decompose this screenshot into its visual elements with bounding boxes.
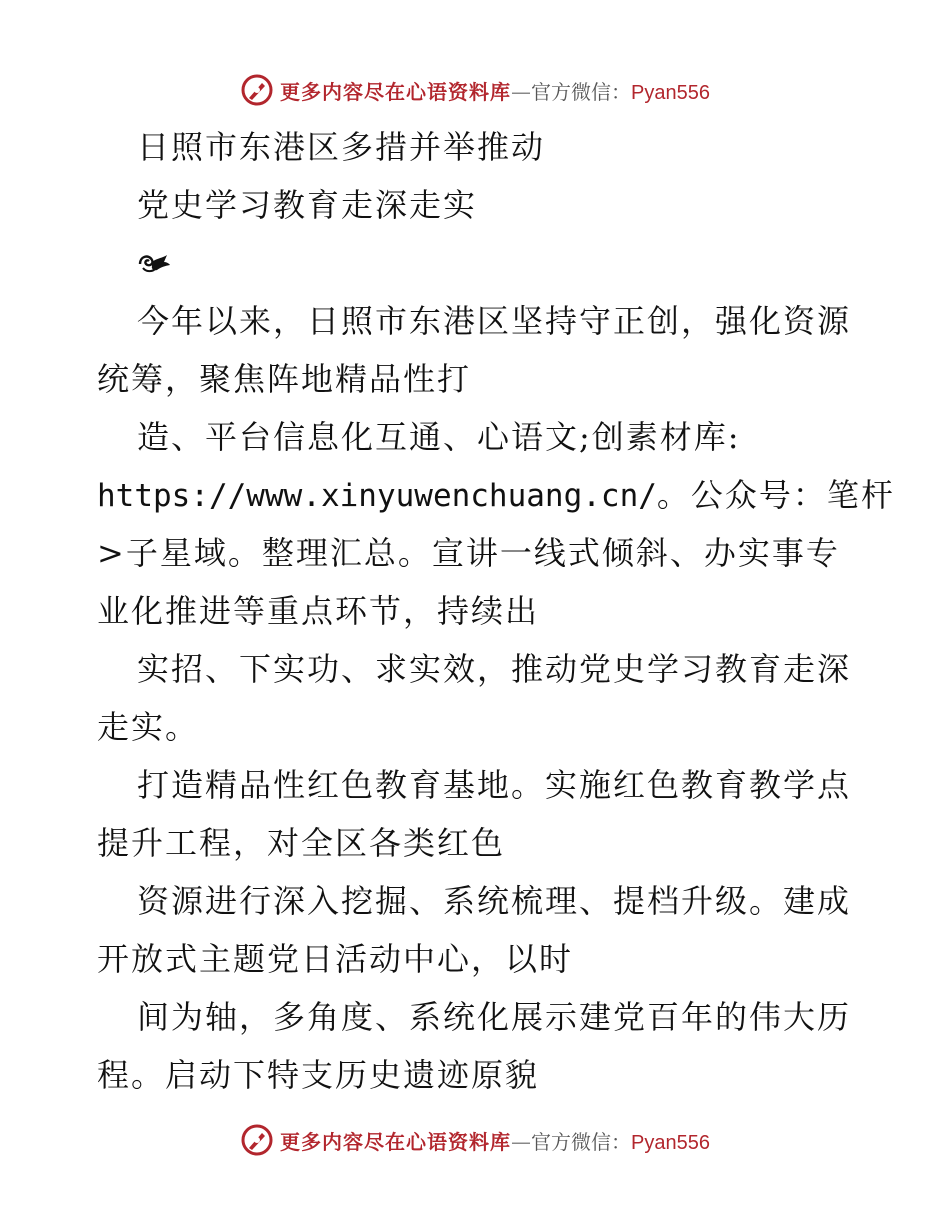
paragraph-5-line-1: 资源进行深入挖掘、系统梳理、提档升级。建成 bbox=[137, 882, 852, 920]
paragraph-2-line-2 bbox=[97, 466, 895, 524]
website-url: https://www.xinyuwenchuang.cn/ bbox=[97, 478, 657, 514]
paragraph-4-line-1: 打造精品性红色教育基地。实施红色教育教学点 bbox=[137, 766, 852, 804]
paragraph-2-line-3: >子星域。整理汇总。宣讲一线式倾斜、办实事专 bbox=[97, 534, 840, 572]
public-account-text: 。公众号：笔杆 bbox=[656, 476, 895, 514]
header-banner bbox=[0, 70, 950, 110]
paragraph-2-line-4: 业化推进等重点环节，持续出 bbox=[97, 592, 540, 630]
paragraph-4-line-2: 提升工程，对全区各类红色 bbox=[97, 824, 506, 862]
pen-logo-icon bbox=[240, 73, 274, 107]
banner-site-text: 更多内容尽在心语资料库 bbox=[280, 79, 512, 104]
paragraph-1-line-2: 统筹，聚焦阵地精品性打 bbox=[97, 360, 472, 398]
banner-wechat-id: Pyan556 bbox=[631, 81, 710, 104]
banner-dash: — bbox=[511, 79, 532, 104]
paragraph-2-line-1: 造、平台信息化互通、心语文;创素材库: bbox=[137, 418, 741, 456]
footer-site-text: 更多内容尽在心语资料库 bbox=[280, 1129, 512, 1154]
paragraph-3-line-1: 实招、下实功、求实效，推动党史学习教育走深 bbox=[137, 650, 852, 688]
document-body bbox=[97, 118, 895, 1104]
footer-wechat-id: Pyan556 bbox=[631, 1131, 710, 1154]
ornament bbox=[97, 234, 852, 292]
paragraph-5-line-2: 开放式主题党日活动中心，以时 bbox=[97, 940, 574, 978]
footer-banner bbox=[0, 1120, 950, 1160]
banner-wechat-label: 官方微信： bbox=[531, 79, 632, 104]
paragraph-6-line-2: 程。启动下特支历史遗迹原貌 bbox=[97, 1056, 540, 1094]
document-title-line-1: 日照市东港区多措并举推动 bbox=[137, 128, 546, 166]
paragraph-6-line-1: 间为轴，多角度、系统化展示建党百年的伟大历 bbox=[137, 998, 852, 1036]
paragraph-1-line-1: 今年以来，日照市东港区坚持守正创，强化资源 bbox=[137, 302, 852, 340]
footer-wechat-label: 官方微信： bbox=[531, 1129, 632, 1154]
fleuron-icon bbox=[137, 250, 173, 276]
document-title-line-2: 党史学习教育走深走实 bbox=[137, 186, 478, 224]
pen-logo-icon bbox=[240, 1123, 274, 1157]
paragraph-3-line-2: 走实。 bbox=[97, 708, 200, 746]
footer-dash: — bbox=[511, 1129, 532, 1154]
